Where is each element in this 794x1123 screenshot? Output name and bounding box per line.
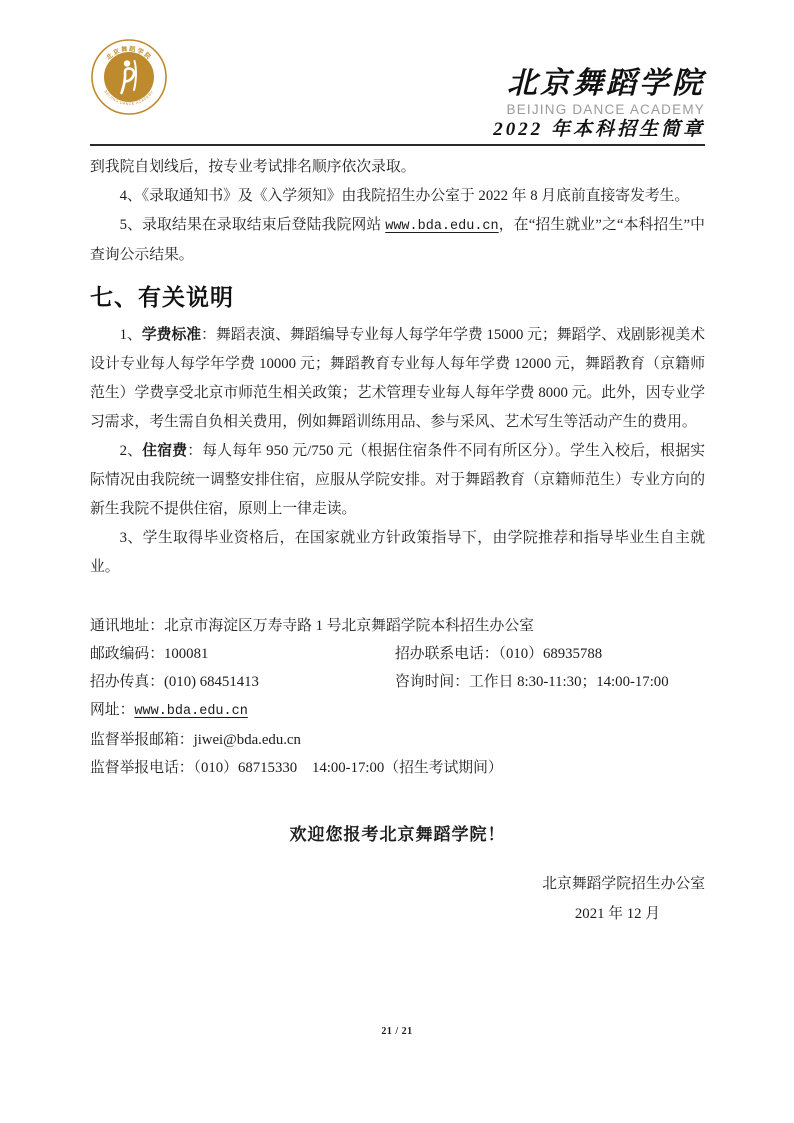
contact-fax: 招办传真：(010) 68451413 [90,674,259,690]
note1-text: ：舞蹈表演、舞蹈编导专业每人每学年学费 15000 元；舞蹈学、戏剧影视美术设计专业每人每学年学费 10000 元；舞蹈教育专业每人每年学费 12000 元，舞蹈教育（京籍师范生）学费享受北京市师范生相关政策；艺术管理专业每人每年学费 8000 元。此外，因专业学习需求，考生需自负相关费用，例如舞蹈训练用品、参与采风、艺术写生等活动产生的费用。 [90,327,705,430]
bda-logo-seal [90,38,168,116]
contact-hours: 咨询时间：工作日 8:30-11:30；14:00-17:00 [395,674,669,690]
school-name-en: BEIJING DANCE ACADEMY [506,101,705,117]
page-footer [0,1026,794,1037]
note-accommodation [90,437,705,524]
paragraph-continuation: 到我院自划线后，按专业考试排名顺序依次录取。 [90,159,416,175]
welcome-line: 欢迎您报考北京舞蹈学院！ [289,825,506,844]
contact-admissions-phone: 招办联系电话：（010）68935788 [395,646,603,662]
header-titles [493,67,705,144]
brochure-title: 2022 年本科招生简章 [493,118,705,140]
page-content [90,0,705,929]
paragraph-item-4: 4、《录取通知书》及《入学须知》由我院招生办公室于 2022 年 8 月底前直接寄发考生。 [119,188,690,204]
document-body [90,153,705,582]
signature-office: 北京舞蹈学院招生办公室 [542,876,705,892]
item5-text-before-link: 5、录取结果在录取结束后登陆我院网站 [119,217,386,233]
note1-number: 1、 [119,327,142,343]
website-link[interactable]: www.bda.edu.cn [134,704,248,719]
website-label: 网址： [90,702,135,718]
contact-report-email: 监督举报邮箱：jiwei@bda.edu.cn [90,732,301,748]
section-heading: 七、有关说明 [90,285,234,310]
signature-date: 2021 年 12 月 [574,906,660,922]
note-tuition [90,321,705,437]
note2-text: ：每人每年 950 元/750 元（根据住宿条件不同有所区分）。学生入校后，根据实际情况由我院统一调整安排住宿，应服从学院安排。对于舞蹈教育（京籍师范生）专业方向的新生我院不提供住宿，原则上一律走读。 [90,443,705,517]
contact-block [90,612,705,782]
note-employment: 3、学生取得毕业资格后，在国家就业方针政策指导下，由学院推荐和指导毕业生自主就业。 [90,530,705,575]
seal-bottom-arc-text: BEIJING DANCE ACADEMY [103,89,155,107]
school-name-cn: 北京舞蹈学院 [507,67,705,101]
signature-block [90,869,705,929]
contact-report-phone: 监督举报电话：（010）68715330 14:00-17:00（招生考试期间） [90,760,503,776]
contact-website-line [90,696,705,726]
website-link-inline[interactable]: www.bda.edu.cn [385,219,499,234]
note1-label: 学费标准 [141,327,202,343]
contact-row-2 [90,668,705,696]
page-number: 21 / 21 [381,1026,413,1037]
item5-text-after-link: ，在“招生就业”之“本科招生”中查询公示结果。 [90,217,705,263]
note2-number: 2、 [119,443,143,459]
note2-label: 住宿费 [142,443,188,459]
seal-top-arc-text: 北京舞蹈学院 [105,45,153,62]
contact-postal-code: 邮政编码：100081 [90,646,209,662]
page-header [90,0,705,146]
contact-address: 通讯地址：北京市海淀区万寿寺路 1 号北京舞蹈学院本科招生办公室 [90,618,534,634]
paragraph-item-5 [90,211,705,270]
contact-row-1 [90,640,705,668]
academy-seal-icon [90,38,168,116]
